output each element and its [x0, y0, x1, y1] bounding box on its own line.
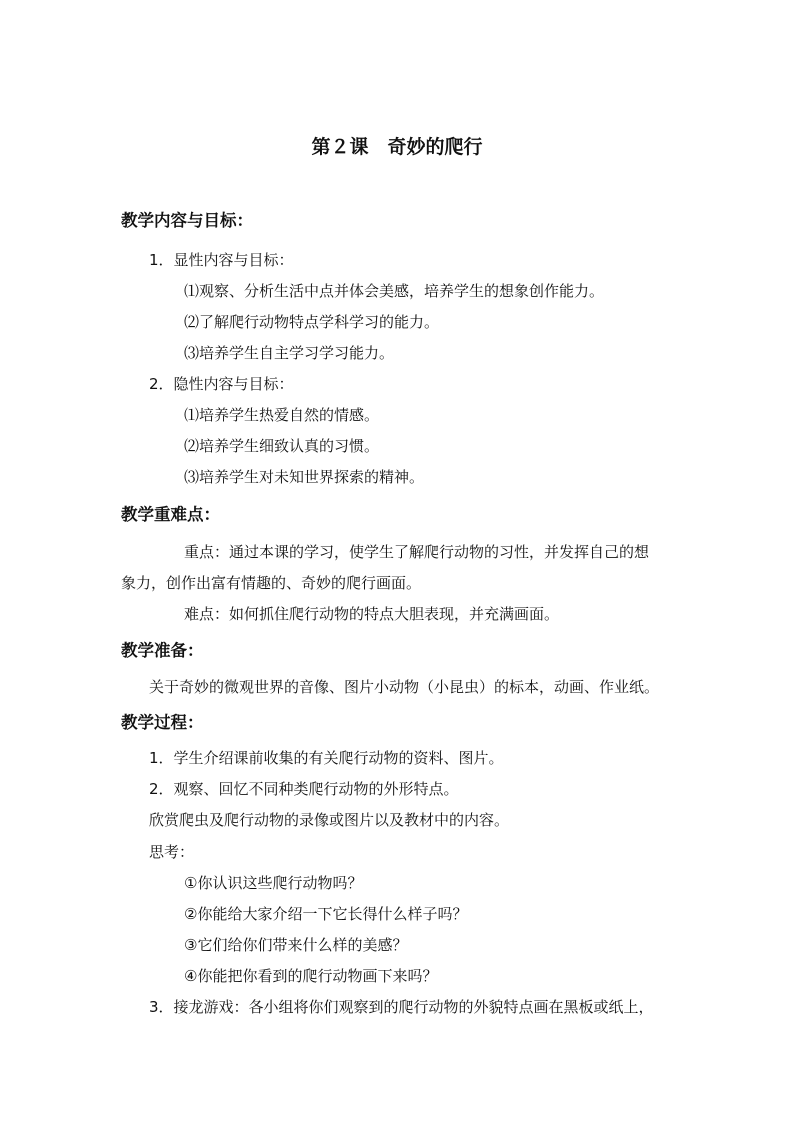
question-item: ④你能把你看到的爬行动物画下来吗？ [184, 967, 438, 985]
list-item-explicit-goals: 1．显性内容与目标： [149, 251, 294, 269]
page-title: 第２课 奇妙的爬行 [311, 136, 483, 158]
key-point-text-continued: 象力，创作出富有情趣的、奇妙的爬行画面。 [121, 574, 422, 592]
list-item: ⑶培养学生自主学习学习能力。 [184, 344, 395, 362]
question-item: ①你认识这些爬行动物吗？ [184, 874, 363, 892]
process-step-2: 2．观察、回忆不同种类爬行动物的外形特点。 [149, 780, 459, 798]
list-item: ⑵培养学生细致认真的习惯。 [184, 437, 380, 455]
key-point-text: 重点：通过本课的学习，使学生了解爬行动物的习性，并发挥自己的想 [184, 543, 650, 561]
section-heading-process: 教学过程： [121, 713, 204, 732]
section-heading-key-points: 教学重难点： [121, 505, 220, 524]
section-heading-content-goals: 教学内容与目标： [121, 211, 253, 230]
process-step-1: 1．学生介绍课前收集的有关爬行动物的资料、图片。 [149, 749, 504, 767]
process-step-3: 3．接龙游戏：各小组将你们观察到的爬行动物的外貌特点画在黑板或纸上， [149, 998, 654, 1016]
difficult-point-text: 难点：如何抓住爬行动物的特点大胆表现，并充满画面。 [184, 605, 560, 623]
question-item: ②你能给大家介绍一下它长得什么样子吗？ [184, 905, 468, 923]
section-heading-preparation: 教学准备： [121, 641, 204, 660]
list-item-implicit-goals: 2．隐性内容与目标： [149, 375, 294, 393]
think-label: 思考： [149, 843, 195, 861]
appreciate-text: 欣赏爬虫及爬行动物的录像或图片以及教材中的内容。 [149, 811, 510, 829]
list-item: ⑴观察、分析生活中点并体会美感，培养学生的想象创作能力。 [184, 282, 605, 300]
list-item: ⑴培养学生热爱自然的情感。 [184, 406, 380, 424]
question-item: ③它们给你们带来什么样的美感？ [184, 936, 408, 954]
preparation-text: 关于奇妙的微观世界的音像、图片小动物（小昆虫）的标本，动画、作业纸。 [149, 678, 660, 696]
list-item: ⑵了解爬行动物特点学科学习的能力。 [184, 313, 440, 331]
list-item: ⑶培养学生对未知世界探索的精神。 [184, 468, 425, 486]
